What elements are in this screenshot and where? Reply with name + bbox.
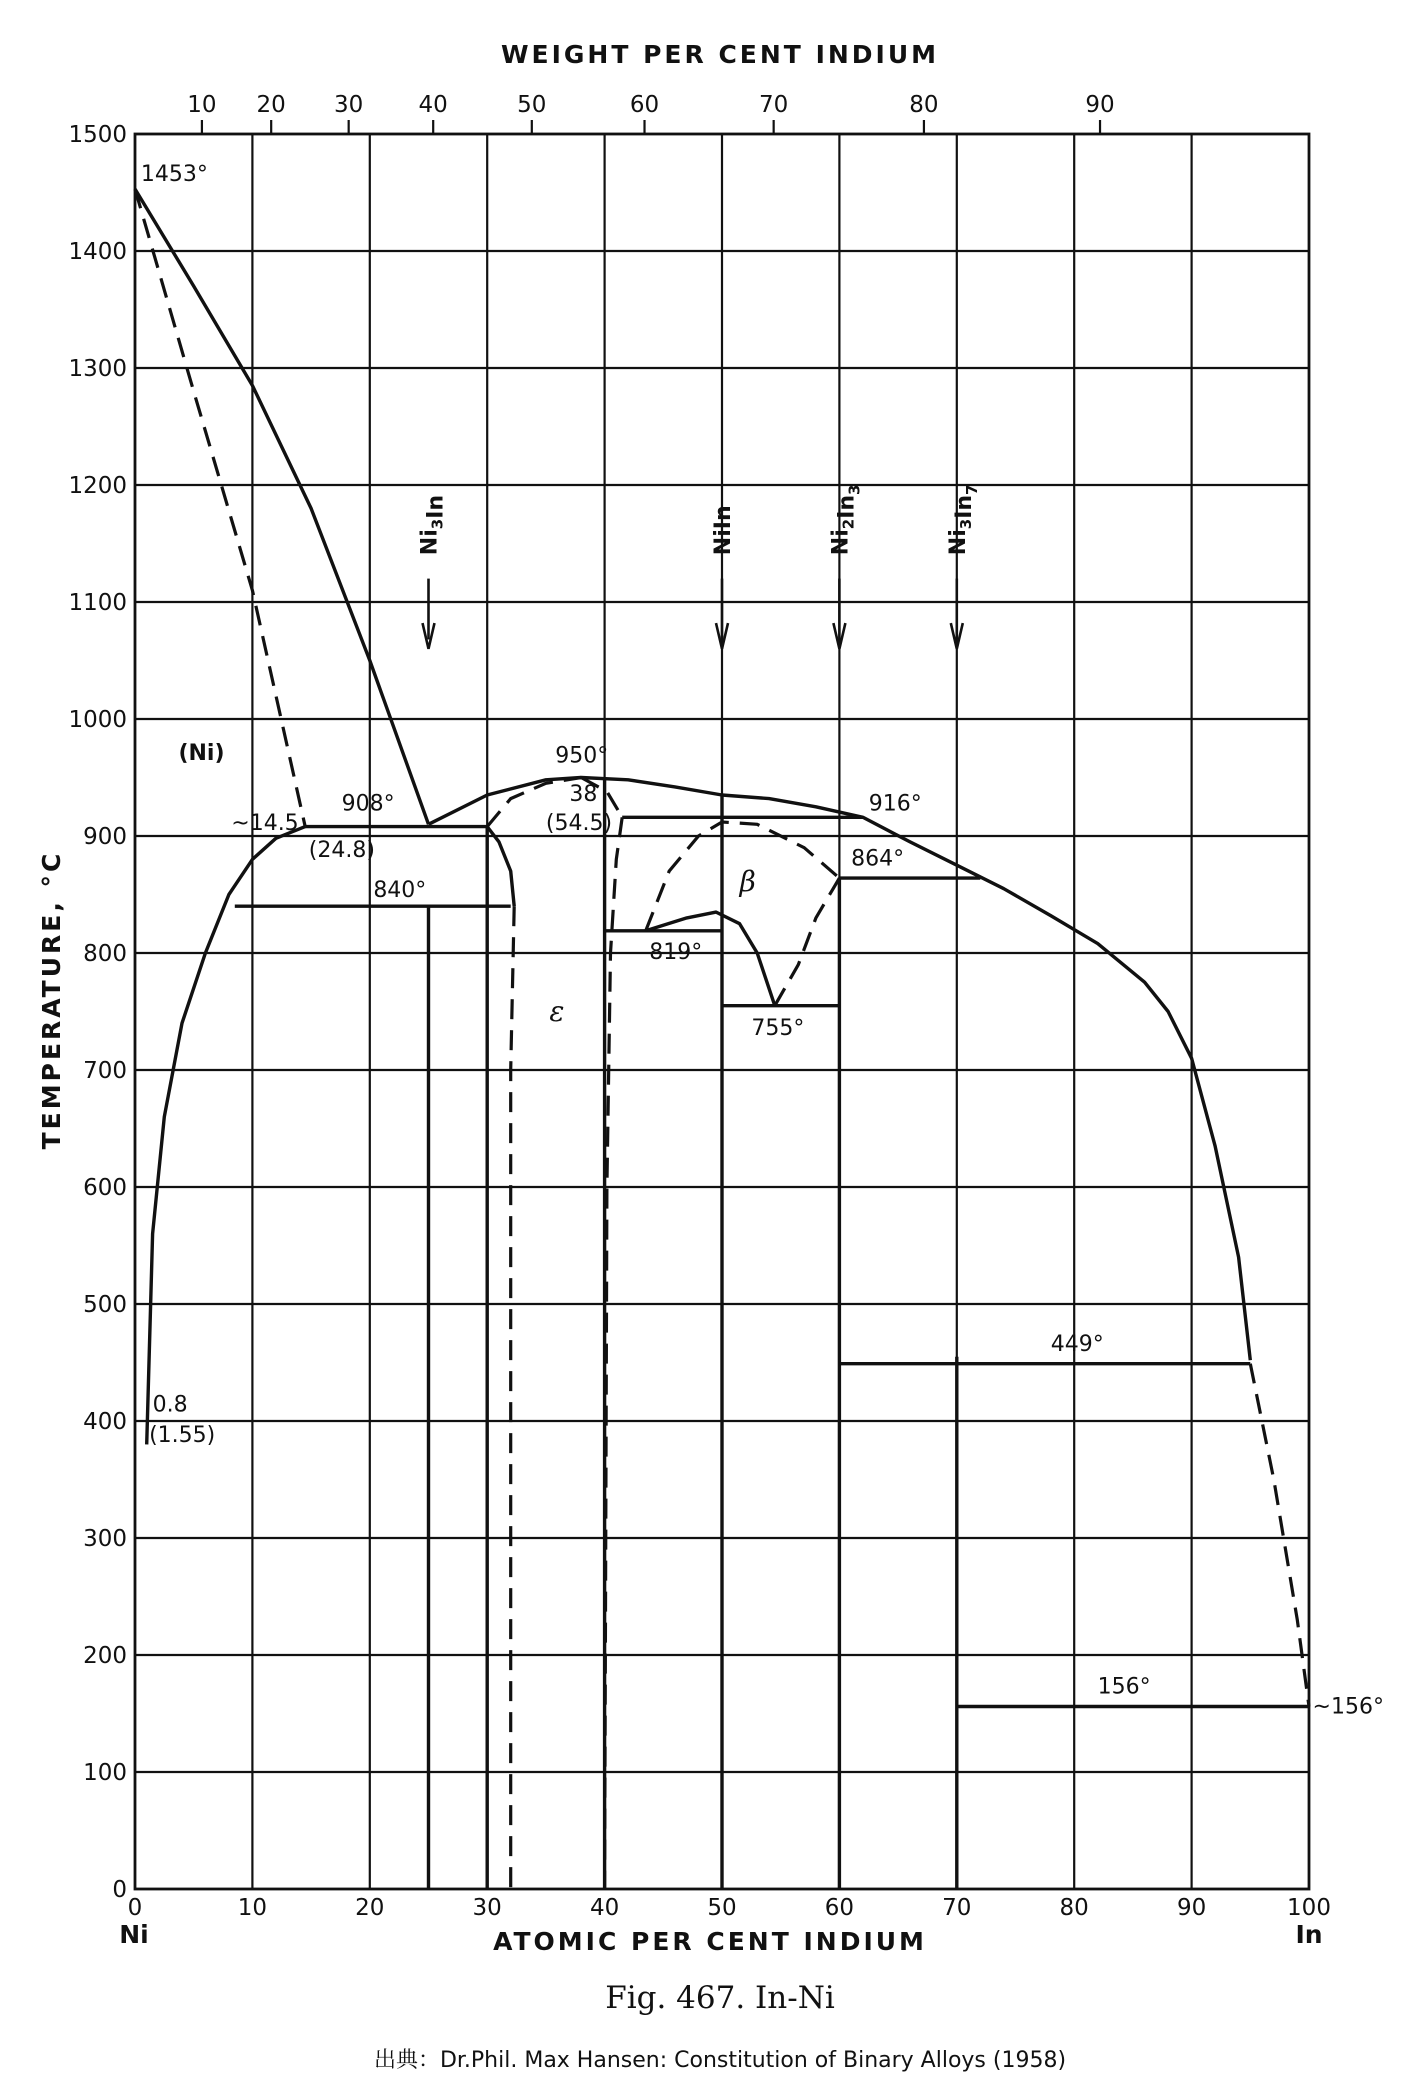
compound-marker (418, 495, 449, 649)
diagram-labels (141, 162, 1384, 1720)
top-tick-label: 20 (256, 92, 286, 118)
top-tick-label: 30 (334, 92, 364, 118)
diagram-label: 38 (569, 781, 598, 807)
diagram-label: 916° (868, 791, 922, 817)
y-tick-label: 1300 (68, 356, 127, 382)
x-tick-label: 90 (1176, 1895, 1207, 1921)
y-axis-title: TEMPERATURE, °C (37, 850, 66, 1150)
y-tick-label: 1500 (68, 122, 127, 148)
y-tick-label: 0 (112, 1877, 127, 1903)
y-tick-label: 500 (83, 1292, 127, 1318)
right-element-label: In (1295, 1920, 1323, 1949)
y-tick-label: 200 (83, 1643, 127, 1669)
x-tick-label: 20 (355, 1895, 385, 1921)
bottom-axis-title: ATOMIC PER CENT INDIUM (493, 1927, 927, 1956)
compound-label: NiIn (711, 505, 736, 556)
top-tick-label: 40 (418, 92, 448, 118)
compound-markers (418, 485, 981, 649)
phase-boundary-solid (487, 827, 514, 907)
diagram-label: β (739, 864, 756, 898)
top-axis-ticks (187, 92, 1114, 134)
y-tick-label: 600 (83, 1175, 127, 1201)
y-tick-label: 100 (83, 1760, 127, 1786)
x-tick-label: 30 (472, 1895, 502, 1921)
x-tick-label: 80 (1059, 1895, 1089, 1921)
compound-label: $Ni_3In_7$ (945, 484, 981, 556)
figure-caption: Fig. 467. In-Ni (605, 1980, 835, 2016)
diagram-label: 156° (1097, 1674, 1151, 1700)
diagram-label: 908° (341, 791, 395, 817)
top-tick-label: 90 (1085, 92, 1115, 118)
x-tick-label: 70 (942, 1895, 972, 1921)
left-element-label: Ni (119, 1920, 149, 1949)
phase-boundary-dashed (775, 878, 840, 1006)
y-tick-label: 800 (83, 941, 127, 967)
diagram-label: (Ni) (178, 740, 225, 766)
diagram-label: ~156° (1312, 1694, 1384, 1720)
source-citation: 出典：Dr.Phil. Max Hansen: Constitution of Binary Alloys (1958) (373, 2048, 1067, 2073)
diagram-label: (1.55) (149, 1423, 216, 1449)
y-tick-label: 1200 (68, 473, 127, 499)
phase-boundary-solid (135, 189, 429, 824)
phase-boundary-solid (147, 827, 306, 1445)
diagram-label: 1453° (140, 161, 208, 187)
x-tick-label: 100 (1287, 1895, 1331, 1921)
x-tick-label: 40 (589, 1895, 620, 1921)
diagram-label: (54.5) (545, 811, 613, 837)
phase-boundary-dashed (135, 189, 305, 827)
y-tick-label: 1400 (68, 239, 127, 265)
x-axis-ticks (128, 1895, 1331, 1921)
top-tick-label: 10 (187, 92, 217, 118)
top-tick-label: 60 (629, 92, 660, 118)
compound-marker (946, 485, 981, 649)
phase-boundary-dashed (511, 906, 515, 1889)
y-tick-label: 1100 (68, 590, 127, 616)
diagram-label: 0.8 (152, 1392, 188, 1418)
y-axis-ticks (68, 122, 127, 1903)
y-tick-label: 700 (83, 1058, 127, 1084)
compound-label: $Ni_3In$ (417, 494, 449, 556)
diagram-label: 840° (373, 877, 427, 903)
top-tick-label: 70 (759, 92, 789, 118)
compound-label: $Ni_2In_3$ (828, 484, 864, 556)
diagram-label: 950° (555, 743, 609, 769)
diagram-label: 755° (751, 1015, 805, 1041)
diagram-label: 864° (851, 846, 905, 872)
y-tick-label: 300 (83, 1526, 127, 1552)
diagram-label: ~14.5 (231, 811, 299, 837)
x-tick-label: 50 (707, 1895, 737, 1921)
phase-boundary-dashed (605, 817, 623, 1889)
diagram-label: ε (549, 994, 565, 1028)
y-tick-label: 400 (83, 1409, 127, 1435)
top-axis-title: WEIGHT PER CENT INDIUM (500, 40, 940, 69)
top-tick-label: 80 (909, 92, 939, 118)
y-tick-label: 900 (83, 824, 127, 850)
compound-marker (711, 505, 736, 648)
compound-marker (828, 485, 863, 649)
x-tick-label: 0 (127, 1895, 143, 1921)
top-tick-label: 50 (517, 92, 547, 118)
x-tick-label: 10 (237, 1895, 268, 1921)
x-tick-label: 60 (824, 1895, 855, 1921)
y-tick-label: 1000 (68, 707, 127, 733)
diagram-label: (24.8) (308, 838, 375, 864)
diagram-label: 819° (649, 939, 703, 965)
diagram-label: 449° (1050, 1331, 1104, 1357)
